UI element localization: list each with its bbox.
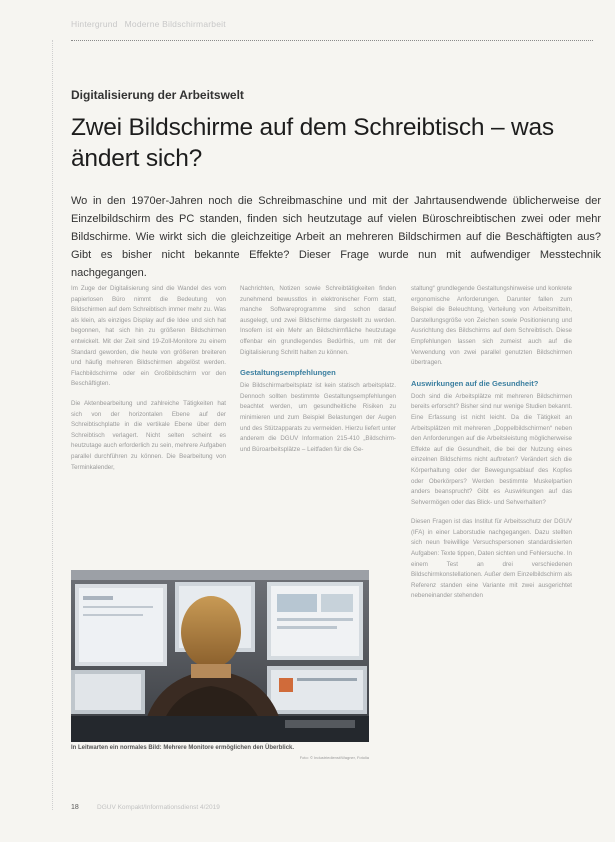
control-room-photo (71, 570, 369, 742)
photo-caption: In Leitwarten ein normales Bild: Mehrere Monitore ermöglichen den Überblick. (71, 745, 295, 751)
publication-name: DGUV Kompakt/Informationsdienst 4/2019 (97, 804, 220, 811)
page-footer (71, 804, 220, 811)
column2-paragraph-2: Die Bildschirmarbeitsplatz ist kein statisch arbeitsplatz. Dennoch sollten bestimmte Gestaltungsempfehlungen beachtet werden, um gesundheitliche Risiken zu minimieren und zum Beispiel Belastungen der Augen und des Stützapparats zu vermeiden. Hierzu liefert unter anderem die DGUV Information 215-410 „Bildschirm- und Büroarbeitsplätze – Leitfaden für die Ge- (240, 382, 396, 453)
margin-divider (52, 40, 53, 810)
lead-paragraph: Wo in den 1970er-Jahren noch die Schreibmaschine und mit der Jahrtausendwende üblicherweise der Einzelbildschirm des PC standen, finden sich heutzutage auf vielen Büroschreibtischen zwei oder mehr Bildschirme. Wie wirkt sich die gleichzeitige Arbeit an mehreren Bildschirmen auf die Beschäftigten aus? Gibt es bisher nicht bekannte Effekte? Dieser Frage wurde nun mit aufwendiger Messtechnik nachgegangen. (71, 195, 601, 279)
column3-paragraph-2: Doch sind die Arbeitsplätze mit mehreren Bildschirmen bereits erforscht? Bisher sind nur wenige Studien bekannt. Eine Erfassung ist nicht leicht. Da die Tätigkeit an Arbeitsplätzen mit mehreren „Doppelbildschirmen“ neben den Anforderungen auf die Arbeitsleistung möglicherweise Effekte auf die Gesundheit, die bei der Nutzung eines einzelnen Bildschirms nicht auftreten? Verändert sich die Körperhaltung oder der Bewegungsablauf des Kopfes oder Oberkörpers? Werden bestimmte Muskelpartien anders beansprucht? Gibt es Auswirkungen auf das Sehvermögen oder das Blick- und Sehverhalten? (411, 392, 572, 506)
column2-paragraph-1: Nachrichten, Notizen sowie Schreibtätigkeiten finden zunehmend bewusstlos in elektronischer Form statt, manche Softwareprogramme sind schon darauf ausgelegt, und zwei Bildschirme dargestellt zu werden. Insofern ist ein Mehr an Bildschirmfläche heutzutage offenbar ein grundlegendes Bedürfnis, um mit der Digitalisierung Schritt halten zu können. (240, 285, 396, 356)
breadcrumb-topic: Moderne Bildschirmarbeit (124, 19, 226, 29)
breadcrumb (71, 19, 226, 29)
breadcrumb-section: Hintergrund (71, 19, 118, 29)
section-heading-gestaltung: Gestaltungsempfehlungen (240, 368, 336, 378)
body-column-2 (240, 284, 396, 464)
column1-paragraph-2: Die Aktenbearbeitung und zahlreiche Tätigkeiten hat sich von der horizontalen Ebene auf der Schreibtischplatte in die vertikale Ebene über dem Schreibtisch verlagert. Nicht selten scheint es heutzutage auch erforderlich zu sein, mehrere Aufgaben parallel durchführen zu können. Die Bearbeitung von Terminkalender, (71, 399, 226, 471)
header-divider (71, 40, 593, 41)
body-column-1 (71, 284, 226, 482)
article-title: Zwei Bildschirme auf dem Schreibtisch – was ändert sich? (71, 114, 554, 172)
body-column-3 (411, 284, 572, 611)
kicker: Digitalisierung der Arbeitswelt (71, 88, 244, 102)
column1-paragraph-1: Im Zuge der Digitalisierung sind die Wandel des vom papierlosen Büro nimmt die Bedeutung von Bildschirmen auf dem Schreibtisch immer mehr zu. Was als klein, als einziges Display auf die Idee und sich hat begonnen, hat sich hin zu größeren Bildschirmen entwickelt. Mit der Zeit sind 19-Zoll-Monitore zu einem Standard geworden, die heute von größeren breiteren und häufig mehreren Bildschirmen abgelöst werden. Flachbildschirme oder ein Großbildschirm vor den Beschäftigten. (71, 285, 226, 388)
column3-paragraph-3: Diesen Fragen ist das Institut für Arbeitsschutz der DGUV (IFA) in einer Laborstudie nachgegangen. Dazu stellten sich neun freiwillige Versuchspersonen standardisierten Aufgaben: Texte tippen, Daten sichten und Fehlersuche. In einem Test an drei verschiedenen Bildschirmkonstellationen. Außer dem Einzelbildschirm als Referenz standen eine Variante mit zwei ausgerichtet nebeneinander stehenden (411, 518, 572, 600)
section-heading-auswirkungen: Auswirkungen auf die Gesundheit? (411, 378, 539, 388)
photo-credit: Foto: © Industriedienst/Wagner, Fotolia (299, 755, 369, 760)
column3-paragraph-1: staltung“ grundlegende Gestaltungshinweise und konkrete ergonomische Anforderungen. Darunter fallen zum Beispiel die Beleuchtung, Verteilung von Arbeitsmitteln, Darstellungsgröße von Zeichen sowie Positionierung und Ausrichtung des Bildschirms auf dem Schreibtisch. Diese Empfehlungen lassen sich zumeist auch auf die Verwendung von zwei parallel genutzten Bildschirmen übertragen. (411, 285, 572, 367)
page-number: 18 (71, 804, 79, 811)
